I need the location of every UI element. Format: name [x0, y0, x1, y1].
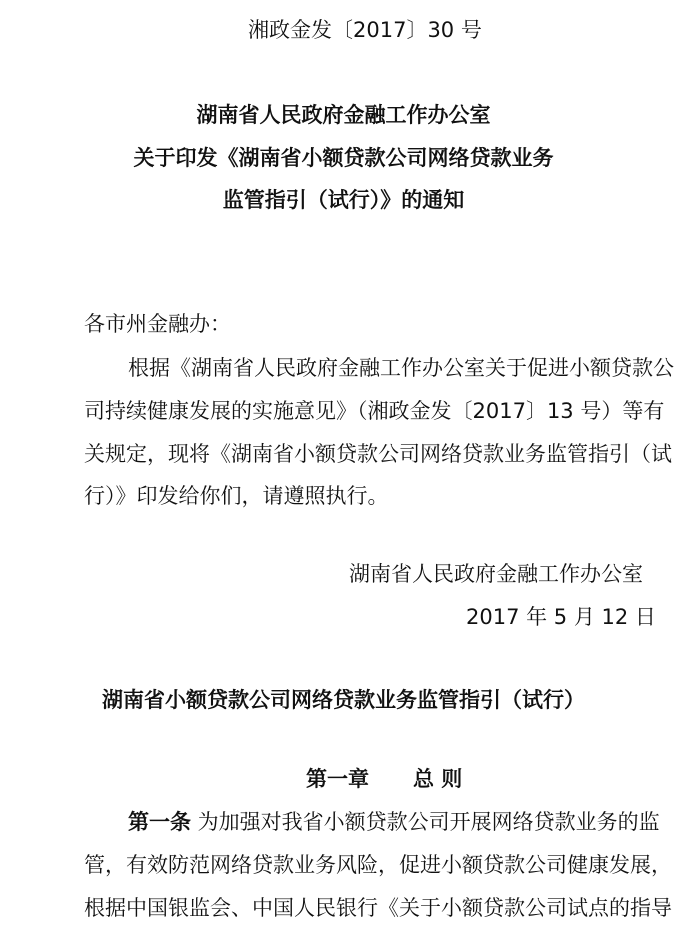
chapter-heading	[306, 765, 462, 793]
notice-title-line-3: 监管指引（试行）》的通知	[222, 188, 465, 212]
notice-title-line-2: 关于印发《湖南省小额贷款公司网络贷款业务	[133, 146, 554, 170]
body-paragraph-line-3: 关规定，现将《湖南省小额贷款公司网络贷款业务监管指引（试	[84, 442, 672, 466]
signature-organization: 湖南省人民政府金融工作办公室	[349, 562, 643, 586]
article-1-text: 为加强对我省小额贷款公司开展网络贷款业务的监	[191, 810, 660, 834]
chapter-number: 第一章	[306, 767, 369, 791]
chapter-name: 总 则	[413, 767, 463, 791]
signature-date: 2017 年 5 月 12 日	[466, 605, 656, 629]
notice-title-line-1: 湖南省人民政府金融工作办公室	[196, 103, 491, 127]
body-paragraph-line-1: 根据《湖南省人民政府金融工作办公室关于促进小额贷款公	[128, 356, 674, 380]
article-1-line-3: 根据中国银监会、中国人民银行《关于小额贷款公司试点的指导	[84, 896, 672, 920]
guide-title: 湖南省小额贷款公司网络贷款业务监管指引（试行）	[102, 688, 585, 712]
body-paragraph-line-2: 司持续健康发展的实施意见》（湘政金发〔2017〕13 号）等有	[84, 399, 665, 423]
salutation: 各市州金融办：	[84, 312, 231, 336]
body-paragraph-line-4: 行）》印发给你们，请遵照执行。	[84, 484, 389, 508]
article-1-line-1	[128, 808, 660, 836]
article-1-line-2: 管，有效防范网络贷款业务风险，促进小额贷款公司健康发展，	[84, 853, 672, 877]
article-label: 第一条	[128, 810, 191, 834]
document-number: 湘政金发〔2017〕30 号	[248, 18, 482, 42]
